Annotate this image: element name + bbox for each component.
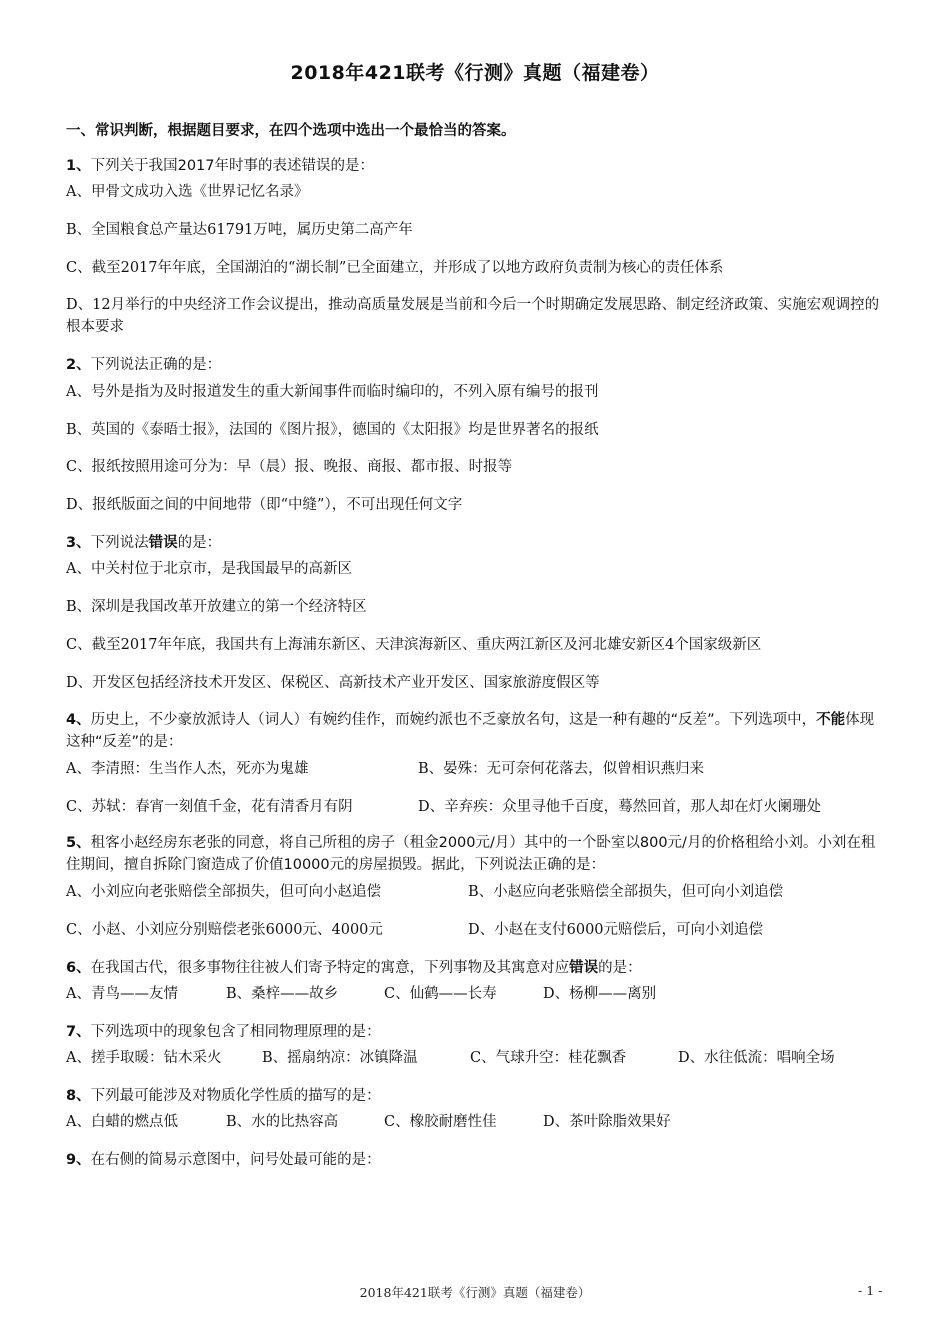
option-b: B、水的比热容高: [226, 1114, 339, 1130]
option-d: D、12月举行的中央经济工作会议提出，推动高质量发展是当前和今后一个时期确定发展思路、制定经济政策、实施宏观调控的根本要求: [66, 297, 880, 335]
question-4: [66, 709, 888, 753]
option-b: B、深圳是我国改革开放建立的第一个经济特区: [66, 599, 367, 615]
question-stem: 下列关于我国2017年时事的表述错误的是：: [90, 158, 374, 174]
question-5: [66, 832, 888, 876]
option-d: D、辛弃疾：众里寻他千百度，蓦然回首，那人却在灯火阑珊处: [418, 799, 822, 815]
question-number: 3、: [66, 535, 91, 551]
question-stem: 在我国古代，很多事物往往被人们寄予特定的寓意，下列事物及其寓意对应: [90, 960, 570, 976]
option-d: D、茶叶除脂效果好: [543, 1114, 671, 1130]
option-c: C、气球升空：桂花飘香: [470, 1050, 627, 1066]
option-b: B、全国粮食总产量达61791万吨，属历史第二高产年: [66, 222, 413, 238]
option-d: D、杨柳——离别: [543, 986, 657, 1002]
option-b: B、摇扇纳凉：冰镇降温: [262, 1050, 418, 1066]
page-footer: 2018年421联考《行测》真题（福建卷）: [359, 1285, 591, 1300]
question-number: 4、: [66, 712, 91, 728]
question-number: 1、: [66, 158, 91, 174]
question-stem: 下列说法: [90, 535, 149, 551]
option-c: C、截至2017年年底，我国共有上海浦东新区、天津滨海新区、重庆两江新区及河北雄安新区4个国家级新区: [66, 637, 762, 653]
option-d: D、水往低流：唱响全场: [678, 1050, 835, 1066]
option-d: D、报纸版面之间的中间地带（即“中缝”），不可出现任何文字: [66, 497, 463, 513]
question-number: 8、: [66, 1088, 91, 1104]
option-b: B、晏殊：无可奈何花落去，似曾相识燕归来: [418, 761, 705, 777]
question-stem: 体现这种“反差”的是：: [66, 712, 875, 750]
question-number: 5、: [66, 835, 91, 851]
question-stem: 下列最可能涉及对物质化学性质的描写的是：: [90, 1088, 381, 1104]
question-6: [66, 957, 888, 979]
question-1: [66, 155, 888, 177]
question-7: [66, 1021, 888, 1043]
question-2: [66, 354, 888, 376]
option-a: A、青鸟——友情: [66, 986, 178, 1002]
option-a: A、小刘应向老张赔偿全部损失，但可向小赵追偿: [66, 884, 381, 900]
question-number: 2、: [66, 357, 91, 373]
option-c: C、橡胶耐磨性佳: [384, 1114, 497, 1130]
section-heading: 一、常识判断，根据题目要求，在四个选项中选出一个最恰当的答案。: [66, 123, 516, 139]
question-stem: 的是：: [598, 960, 642, 976]
option-b: B、小赵应向老张赔偿全部损失，但可向小刘追偿: [468, 884, 784, 900]
option-a: A、白蜡的燃点低: [66, 1114, 178, 1130]
option-a: A、号外是指为及时报道发生的重大新闻事件而临时编印的，不列入原有编号的报刊: [66, 384, 599, 400]
question-number: 9、: [66, 1152, 91, 1168]
option-c: C、小赵、小刘应分别赔偿老张6000元、4000元: [66, 922, 383, 938]
option-a: A、中关村位于北京市，是我国最早的高新区: [66, 561, 352, 577]
question-number: 7、: [66, 1024, 91, 1040]
option-c: C、报纸按照用途可分为：早（晨）报、晚报、商报、都市报、时报等: [66, 459, 513, 475]
question-stem: 在右侧的简易示意图中，问号处最可能的是：: [90, 1152, 381, 1168]
option-c: C、仙鹤——长寿: [384, 986, 497, 1002]
question-stem-emphasis: 错误: [148, 535, 178, 551]
question-stem-emphasis: 不能: [816, 712, 846, 728]
question-stem: 下列说法正确的是：: [90, 357, 222, 373]
option-c: C、苏轼：春宵一刻值千金，花有清香月有阴: [66, 799, 353, 815]
question-3: [66, 532, 888, 554]
option-a: A、李清照：生当作人杰，死亦为鬼雄: [66, 761, 309, 777]
option-d: D、小赵在支付6000元赔偿后，可向小刘追偿: [468, 922, 764, 938]
option-b: B、桑梓——故乡: [226, 986, 339, 1002]
option-d: D、开发区包括经济技术开发区、保税区、高新技术产业开发区、国家旅游度假区等: [66, 675, 600, 691]
page-number: - 1 -: [858, 1283, 883, 1298]
option-c: C、截至2017年年底，全国湖泊的“湖长制”已全面建立，并形成了以地方政府负责制为核心的责任体系: [66, 260, 724, 276]
question-stem: 下列选项中的现象包含了相同物理原理的是：: [90, 1024, 381, 1040]
question-8: [66, 1085, 888, 1107]
question-stem: 的是：: [177, 535, 222, 551]
page-title: 2018年421联考《行测》真题（福建卷）: [290, 62, 660, 84]
question-stem: 租客小赵经房东老张的同意，将自己所租的房子（租金2000元/月）其中的一个卧室以800元/月的价格租给小刘。小刘在租住期间，擅自拆除门窗造成了价值10000元的房屋损毁。据此，下列说法正确的是：: [66, 835, 876, 873]
question-stem-emphasis: 错误: [569, 960, 599, 976]
option-a: A、搓手取暖：钻木采火: [66, 1050, 222, 1066]
option-b: B、英国的《泰晤士报》，法国的《图片报》，德国的《太阳报》均是世界著名的报纸: [66, 422, 599, 438]
question-9: [66, 1149, 888, 1171]
option-a: A、甲骨文成功入选《世界记忆名录》: [66, 184, 309, 200]
question-stem: 历史上，不少豪放派诗人（词人）有婉约佳作，而婉约派也不乏豪放名句，这是一种有趣的“反差”。下列选项中，: [90, 712, 817, 728]
question-number: 6、: [66, 960, 91, 976]
